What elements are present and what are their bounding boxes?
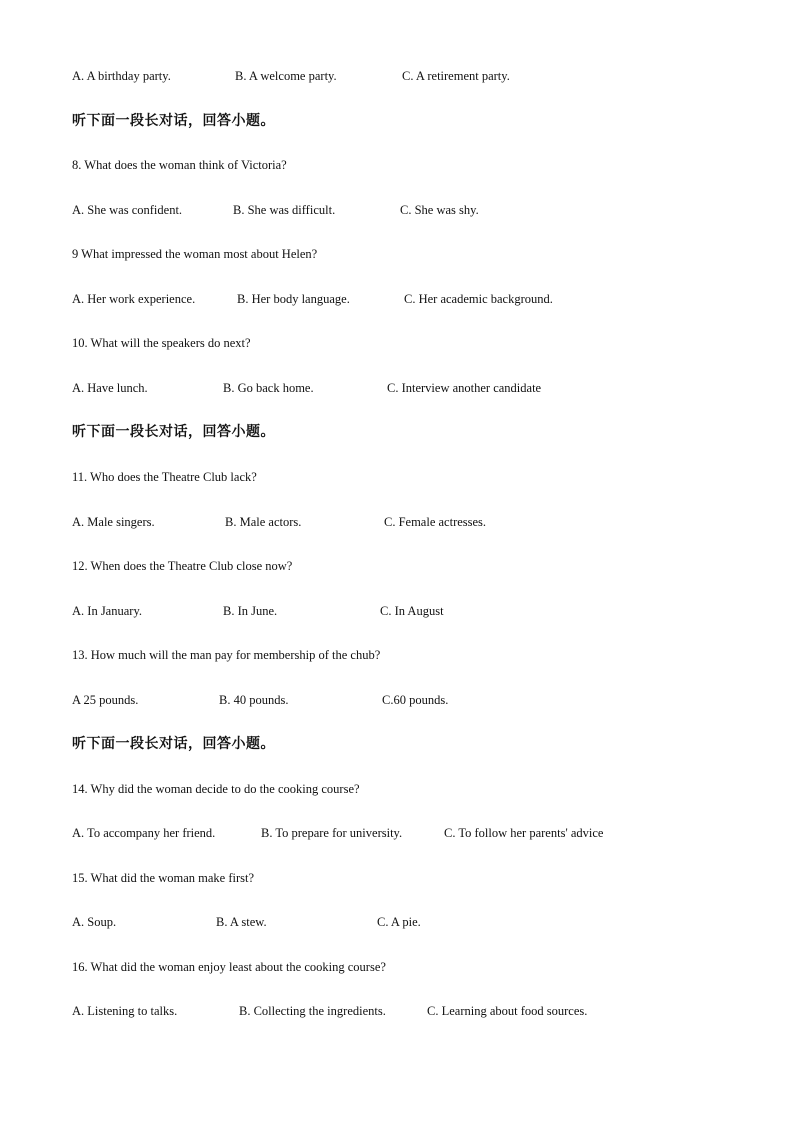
q10-option-a: A. Have lunch. xyxy=(72,381,148,395)
q11-option-c: C. Female actresses. xyxy=(384,515,487,529)
section-heading-3: 听下面一段长对话，回答小题。 xyxy=(72,736,275,752)
q14-option-c: C. To follow her parents' advice xyxy=(444,826,604,840)
q10-option-c: C. Interview another candidate xyxy=(387,381,542,395)
q7-option-a: A. A birthday party. xyxy=(72,69,171,83)
section-heading-1: 听下面一段长对话，回答小题。 xyxy=(72,113,275,129)
q10-option-b: B. Go back home. xyxy=(223,381,314,395)
q12-option-a: A. In January. xyxy=(72,604,143,618)
q8-option-b: B. She was difficult. xyxy=(233,203,336,217)
section-heading-2: 听下面一段长对话，回答小题。 xyxy=(72,424,275,440)
q12-text: 12. When does the Theatre Club close now? xyxy=(72,559,293,573)
q12-option-c: C. In August xyxy=(380,604,444,618)
q8-text: 8. What does the woman think of Victoria? xyxy=(72,158,287,172)
q15-option-a: A. Soup. xyxy=(72,915,117,929)
q14-text: 14. Why did the woman decide to do the cooking course? xyxy=(72,782,360,796)
q11-option-b: B. Male actors. xyxy=(225,515,302,529)
q9-option-b: B. Her body language. xyxy=(237,292,350,306)
q16-option-c: C. Learning about food sources. xyxy=(427,1004,588,1018)
q14-option-a: A. To accompany her friend. xyxy=(72,826,216,840)
q9-option-c: C. Her academic background. xyxy=(404,292,553,306)
q9-option-a: A. Her work experience. xyxy=(72,292,196,306)
q12-option-b: B. In June. xyxy=(223,604,278,618)
q13-text: 13. How much will the man pay for membership of the chub? xyxy=(72,648,381,662)
q10-text: 10. What will the speakers do next? xyxy=(72,336,251,350)
q8-option-a: A. She was confident. xyxy=(72,203,183,217)
q7-option-b: B. A welcome party. xyxy=(235,69,337,83)
q16-option-a: A. Listening to talks. xyxy=(72,1004,178,1018)
q13-option-b: B. 40 pounds. xyxy=(219,693,289,707)
q7-option-c: C. A retirement party. xyxy=(402,69,510,83)
q9-text: 9 What impressed the woman most about Helen? xyxy=(72,247,318,261)
q11-text: 11. Who does the Theatre Club lack? xyxy=(72,470,257,484)
q11-option-a: A. Male singers. xyxy=(72,515,155,529)
q16-text: 16. What did the woman enjoy least about the cooking course? xyxy=(72,960,386,974)
q16-option-b: B. Collecting the ingredients. xyxy=(239,1004,386,1018)
q8-option-c: C. She was shy. xyxy=(400,203,479,217)
q13-option-a: A 25 pounds. xyxy=(72,693,139,707)
q13-option-c: C.60 pounds. xyxy=(382,693,449,707)
q15-text: 15. What did the woman make first? xyxy=(72,871,255,885)
q15-option-c: C. A pie. xyxy=(377,915,421,929)
q14-option-b: B. To prepare for university. xyxy=(261,826,403,840)
q15-option-b: B. A stew. xyxy=(216,915,267,929)
